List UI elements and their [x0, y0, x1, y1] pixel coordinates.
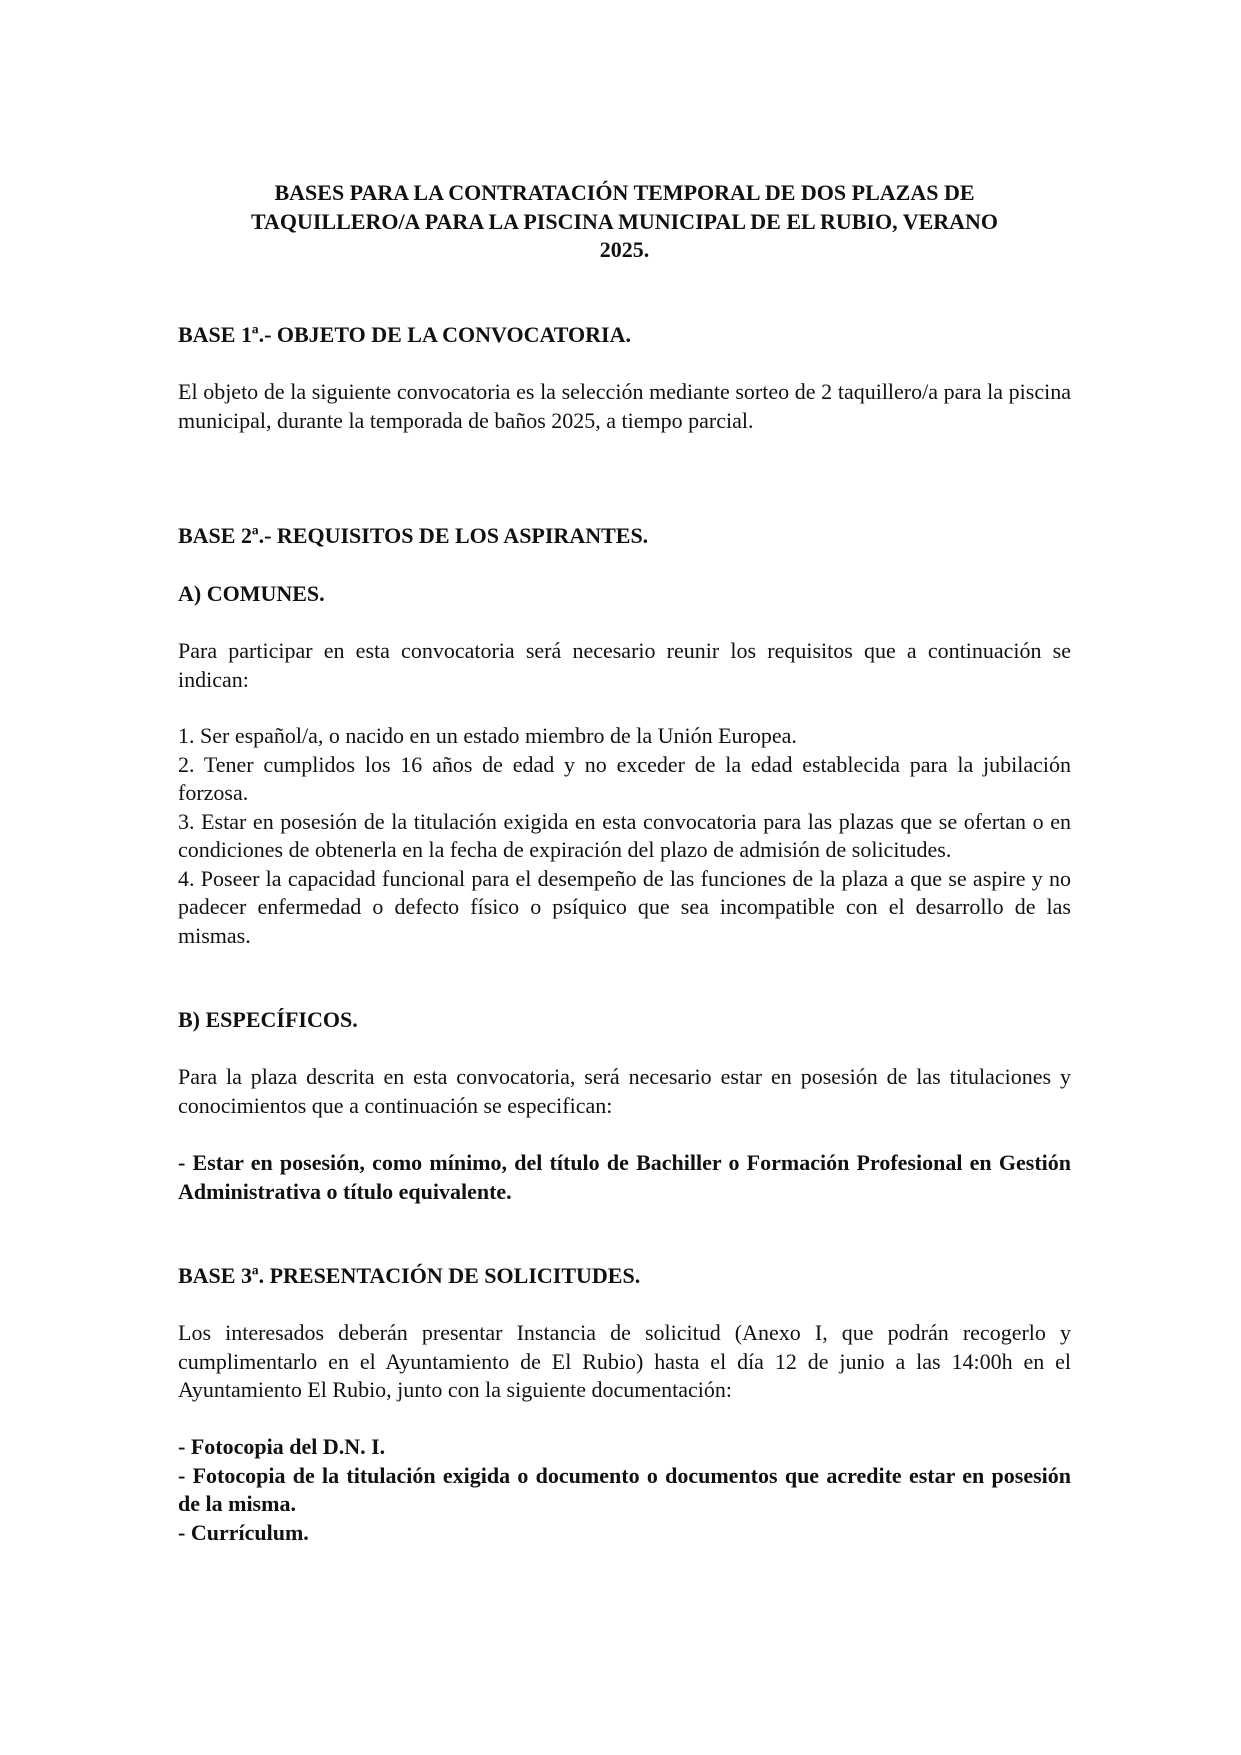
requirement-item: 2. Tener cumplidos los 16 años de edad y no exceder de la edad establecida para la jubilación forzosa.	[178, 751, 1071, 805]
base1-paragraph: El objeto de la siguiente convocatoria es la selección mediante sorteo de 2 taquillero/a para la piscina municipal, durante la temporada de baños 2025, a tiempo parcial.	[178, 379, 1071, 433]
base3-heading: BASE 3ª. PRESENTACIÓN DE SOLICITUDES.	[178, 1263, 641, 1288]
document-item: - Fotocopia de la titulación exigida o documento o documentos que acredite estar en posesión de la misma.	[178, 1462, 1071, 1516]
requirement-item: 4. Poseer la capacidad funcional para el desempeño de las funciones de la plaza a que se aspire y no padecer enfermedad o defecto físico o psíquico que sea incompatible con el desarrollo de las mismas.	[178, 865, 1071, 948]
documents-list	[178, 1433, 1071, 1547]
base2-heading: BASE 2ª.- REQUISITOS DE LOS ASPIRANTES.	[178, 523, 649, 548]
title-line-3: 2025.	[599, 237, 650, 262]
document-item: - Currículum.	[178, 1519, 309, 1545]
document-title	[178, 179, 1071, 265]
requirement-item: 1. Ser español/a, o nacido en un estado miembro de la Unión Europea.	[178, 723, 797, 748]
title-line-1: BASES PARA LA CONTRATACIÓN TEMPORAL DE DOS PLAZAS DE	[274, 180, 975, 205]
base3-paragraph: Los interesados deberán presentar Instancia de solicitud (Anexo I, que podrán recogerlo y cumplimentarlo en el Ayuntamiento de El Rubio) hasta el día 12 de junio a las 14:00h en el Ayuntamiento El Rubio, junto con la siguiente documentación:	[178, 1320, 1071, 1402]
commons-heading: A) COMUNES.	[178, 581, 325, 606]
specific-intro: Para la plaza descrita en esta convocatoria, será necesario estar en posesión de las titulaciones y conocimientos que a continuación se especifican:	[178, 1064, 1071, 1118]
requirement-item: 3. Estar en posesión de la titulación exigida en esta convocatoria para las plazas que se ofertan o en condiciones de obtenerla en la fecha de expiración del plazo de admisión de solicitudes.	[178, 808, 1071, 862]
requirements-list	[178, 722, 1071, 950]
document-item: - Fotocopia del D.N. I.	[178, 1434, 386, 1459]
commons-intro: Para participar en esta convocatoria será necesario reunir los requisitos que a continuación se indican:	[178, 638, 1071, 692]
specific-heading: B) ESPECÍFICOS.	[178, 1007, 358, 1032]
base1-heading: BASE 1ª.- OBJETO DE LA CONVOCATORIA.	[178, 322, 631, 347]
title-line-2: TAQUILLERO/A PARA LA PISCINA MUNICIPAL DE EL RUBIO, VERANO	[250, 208, 999, 234]
specific-requirement: - Estar en posesión, como mínimo, del título de Bachiller o Formación Profesional en Gestión Administrativa o título equivalente.	[178, 1150, 1071, 1204]
